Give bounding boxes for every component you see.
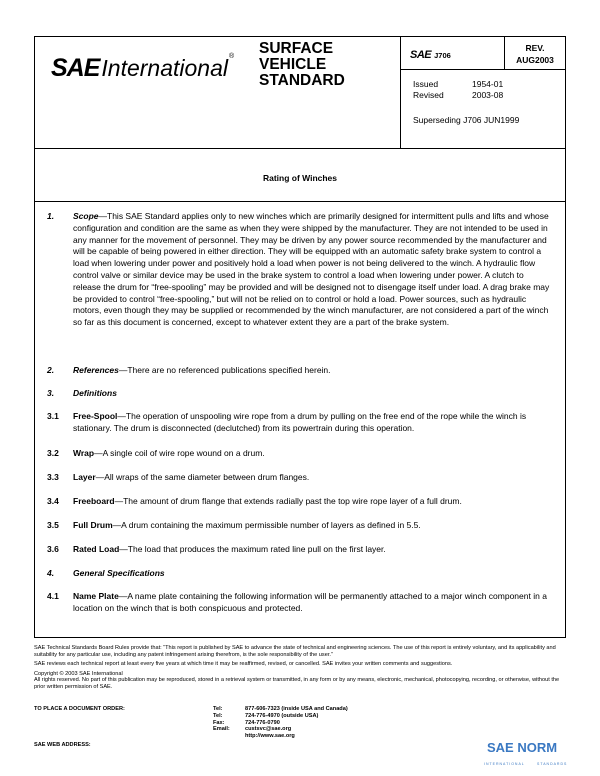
logo-trademark: ® bbox=[229, 53, 235, 60]
rev-label: REV. bbox=[525, 43, 545, 53]
section-text bbox=[73, 520, 551, 532]
section-heading: Scope bbox=[73, 211, 99, 221]
section-body: —This SAE Standard applies only to new winches which are primarily designed for intermittent pulls and lifts and whose configuration and condition are the same as when they were shipped by the manufacturer. They are not intended to be used in any manner for the movement of personnel. They may be driven by any power source recommended by the manufacturer and will be capable of being powered in either direction. They will be equipped with an automatic safety brake system to control a load when lowering under power and positively hold a load when power is not being delivered to the winch. A hydraulic flow control valve or similar device may be used in the brake system to control a load when lowering under power. A clutch to release the drum for “free-spooling” may be provided and will be designed not to disengage itself under load. A drag brake may be provided to control “free-spooling,” but will not be relied on to control or hold a load. Power sources, such as hydraulic motors, even though they may be supplied or recommended by the winch manufacturer, are not considered a part of the winch so far as this document is concerned, except to whatever extent they are a part of the brake system. bbox=[73, 211, 550, 328]
contact-value: 724-776-4970 (outside USA) bbox=[245, 712, 319, 719]
standard-type-line: VEHICLE bbox=[259, 56, 327, 73]
section-heading: Freeboard bbox=[73, 496, 115, 506]
document-frame bbox=[34, 36, 566, 638]
logo-international: International bbox=[101, 55, 228, 81]
section-text bbox=[73, 472, 551, 484]
section-text bbox=[73, 388, 551, 400]
section-text bbox=[73, 496, 551, 508]
contact-key: Tel: bbox=[213, 706, 223, 712]
contact-value: 724-776-0790 bbox=[245, 719, 280, 726]
rev-value: AUG2003 bbox=[516, 55, 554, 65]
section-heading: Rated Load bbox=[73, 544, 120, 554]
section-body: —The amount of drum flange that extends radially past the top wire rope layer of a full drum. bbox=[114, 496, 462, 506]
contact-website[interactable]: http://www.sae.org bbox=[245, 733, 295, 740]
section-text bbox=[73, 568, 551, 580]
section-heading: Definitions bbox=[73, 388, 117, 398]
norm-sub-right: STANDARDS bbox=[537, 762, 568, 766]
web-label: SAE WEB ADDRESS: bbox=[34, 742, 91, 748]
section-heading: Free-Spool bbox=[73, 411, 118, 421]
footer-rules: SAE Technical Standards Board Rules provide that: “This report is published by SAE to advance the state of technical and engineering sciences. The use of this report is entirely voluntary, and its applicability and suitability for any particular use, including any patent infringement arising therefrom, is the sole responsibility of the user.” bbox=[34, 645, 556, 658]
contact-key: Tel: bbox=[213, 712, 223, 719]
sae-norm-logo bbox=[484, 740, 557, 755]
rights-line: All rights reserved. No part of this publication may be reproduced, stored in a retrieval system or transmitted, in any form or by any means, electronic, mechanical, photocopying, recording, or otherwise, without the prior written permission of SAE. bbox=[34, 677, 560, 690]
standard-type-line: STANDARD bbox=[259, 72, 345, 89]
footer-copyright bbox=[34, 671, 566, 691]
contact-key: Fax: bbox=[213, 719, 225, 726]
document-title: Rating of Winches bbox=[262, 173, 338, 183]
contact-key bbox=[213, 733, 245, 740]
revised-label: Revised bbox=[413, 90, 444, 100]
section-text bbox=[73, 591, 551, 615]
section-number: 4. bbox=[47, 568, 55, 578]
issue-dates bbox=[413, 79, 503, 101]
title-bar bbox=[35, 148, 565, 202]
section-heading: Name Plate bbox=[73, 591, 119, 601]
section-body: —All wraps of the same diameter between drum flanges. bbox=[95, 472, 310, 482]
norm-wordmark: SAE NORM bbox=[487, 740, 558, 755]
revision-box bbox=[505, 42, 565, 66]
contact-email[interactable]: custsvc@sae.org bbox=[245, 726, 292, 733]
contact-info bbox=[213, 706, 348, 740]
section-text bbox=[73, 211, 551, 329]
sae-international-logo bbox=[51, 51, 234, 81]
section-body: —The load that produces the maximum rated line pull on the first layer. bbox=[119, 544, 386, 554]
issued-value: 1954-01 bbox=[472, 79, 504, 89]
order-label: TO PLACE A DOCUMENT ORDER: bbox=[34, 706, 125, 712]
copyright-line: Copyright © 2003 SAE International bbox=[34, 670, 123, 677]
section-number: 3.2 bbox=[47, 448, 59, 458]
section-text bbox=[73, 448, 551, 460]
document-header bbox=[35, 37, 565, 149]
section-number: 3.5 bbox=[47, 520, 59, 530]
section-body: —There are no referenced publications specified herein. bbox=[118, 365, 331, 375]
standard-type bbox=[259, 41, 345, 89]
section-number: 3.4 bbox=[47, 496, 59, 506]
section-body: —A name plate containing the following information will be permanently attached to a major winch component in a location on the winch that is both conspicuous and protected. bbox=[73, 591, 547, 613]
norm-sub-left: INTERNATIONAL bbox=[484, 762, 525, 766]
section-heading: Full Drum bbox=[73, 520, 113, 530]
header-divider bbox=[400, 37, 401, 148]
superseding: Superseding J706 JUN1999 bbox=[413, 115, 520, 125]
issued-label: Issued bbox=[413, 79, 439, 89]
standard-type-line: SURFACE bbox=[259, 40, 334, 57]
section-number: 3. bbox=[47, 388, 55, 398]
section-body: —A single coil of wire rope wound on a drum. bbox=[94, 448, 265, 458]
document-id bbox=[410, 49, 451, 61]
doc-sae-mark: SAE bbox=[410, 49, 432, 61]
section-heading: General Specifications bbox=[73, 568, 165, 578]
section-number: 1. bbox=[47, 211, 55, 221]
contact-value: 877-606-7323 (inside USA and Canada) bbox=[245, 706, 348, 712]
section-heading: Layer bbox=[73, 472, 96, 482]
section-number: 3.6 bbox=[47, 544, 59, 554]
section-body: —The operation of unspooling wire rope from a drum by pulling on the free end of the rope while the winch is stationary. The drum is disconnected (declutched) from its powertrain during this operation. bbox=[73, 411, 527, 433]
section-number: 2. bbox=[47, 365, 55, 375]
section-heading: References bbox=[73, 365, 119, 375]
contact-key: Email: bbox=[213, 726, 230, 733]
section-text bbox=[73, 411, 551, 435]
doc-number: J706 bbox=[434, 50, 451, 60]
section-text bbox=[73, 365, 551, 377]
header-divider bbox=[400, 69, 565, 70]
revised-value: 2003-08 bbox=[472, 90, 504, 100]
section-body: —A drum containing the maximum permissible number of layers as defined in 5.5. bbox=[112, 520, 421, 530]
footer-notice bbox=[34, 645, 566, 694]
footer-review: SAE reviews each technical report at least every five years at which time it may be reaffirmed, revised, or cancelled. SAE invites your written comments and suggestions. bbox=[34, 661, 453, 668]
section-number: 4.1 bbox=[47, 591, 59, 601]
section-number: 3.3 bbox=[47, 472, 59, 482]
section-heading: Wrap bbox=[73, 448, 95, 458]
logo-sae: SAE bbox=[51, 54, 100, 82]
section-number: 3.1 bbox=[47, 411, 59, 421]
section-text bbox=[73, 544, 551, 556]
